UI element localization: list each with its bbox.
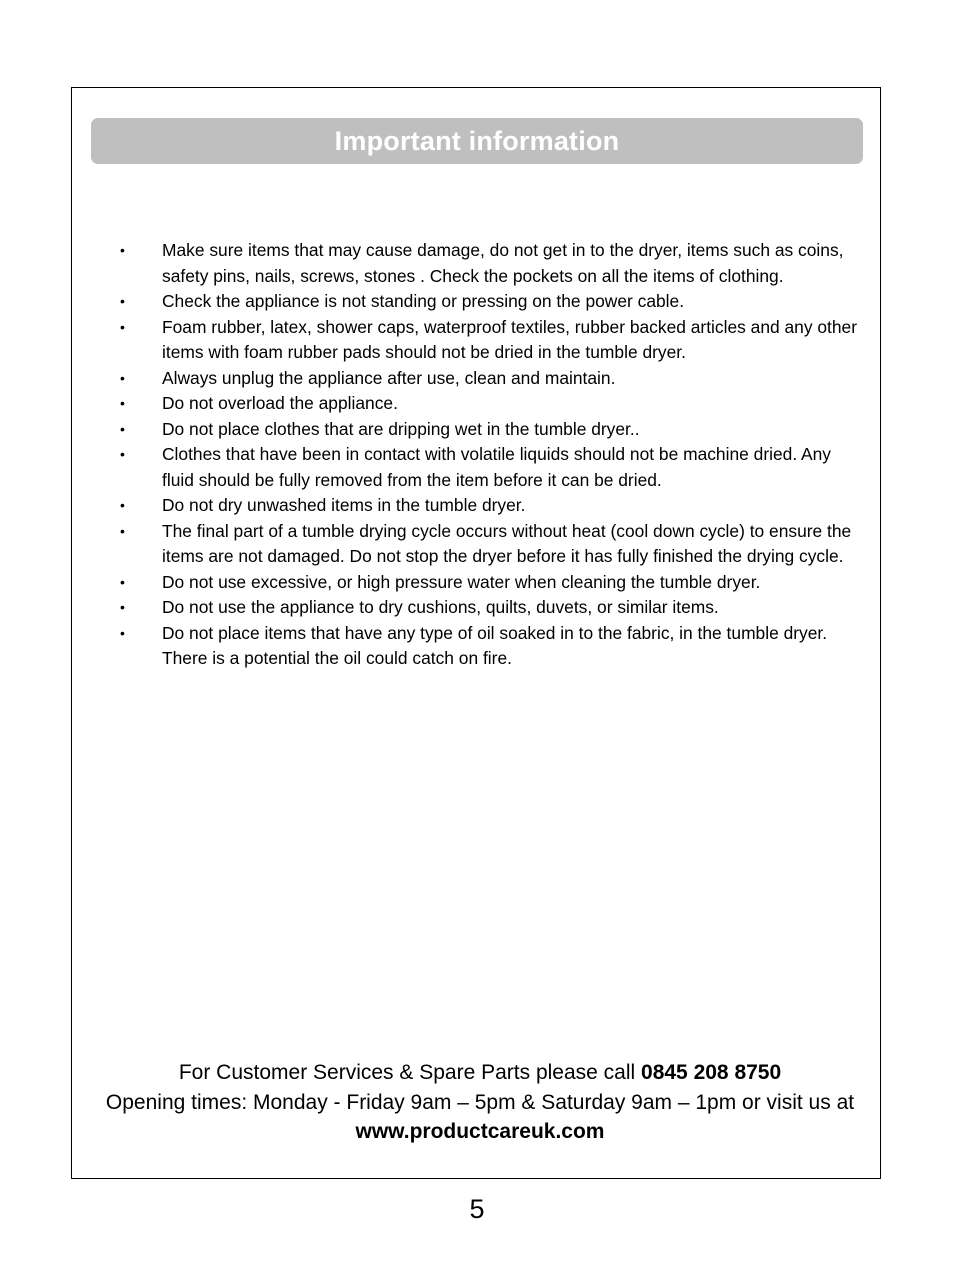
footer-hours-text: Opening times: Monday - Friday 9am – 5pm & Saturday 9am – 1pm or visit us at <box>105 1090 855 1114</box>
list-item-text: Do not overload the appliance. <box>162 393 398 413</box>
website-link[interactable]: www.productcareuk.com <box>355 1120 605 1143</box>
list-item <box>117 391 857 417</box>
bullet-icon: • <box>120 497 125 513</box>
list-item <box>117 595 857 621</box>
bullet-icon: • <box>120 369 125 386</box>
bullet-icon: • <box>120 624 125 641</box>
list-item <box>117 238 857 289</box>
bullet-icon: • <box>120 395 125 411</box>
bullet-icon: • <box>120 522 125 539</box>
bullet-icon: • <box>120 242 125 258</box>
list-item <box>117 315 857 366</box>
list-item <box>117 519 857 570</box>
list-item <box>117 442 857 493</box>
list-item <box>117 493 857 519</box>
list-item <box>117 417 857 443</box>
list-item-text: The final part of a tumble drying cycle occurs without heat (cool down cycle) to ensure the items are not damaged. Do not stop the dryer before it has fully finished the drying cycle. <box>162 520 852 566</box>
bullet-icon: • <box>120 446 125 462</box>
list-item-text: Make sure items that may cause damage, do not get in to the dryer, items such as coins, safety pins, nails, screws, stones . Check the pockets on all the items of clothing. <box>162 240 844 286</box>
list-item-text: Always unplug the appliance after use, clean and maintain. <box>162 367 616 388</box>
list-item <box>117 366 857 392</box>
list-item-text: Do not place items that have any type of oil soaked in to the fabric, in the tumble dryer. There is a potential the oil could catch on fire. <box>162 622 828 668</box>
list-item <box>117 621 857 672</box>
list-item-text: Check the appliance is not standing or pressing on the power cable. <box>162 291 685 311</box>
list-item-text: Do not use excessive, or high pressure water when cleaning the tumble dryer. <box>162 571 761 592</box>
list-item-text: Clothes that have been in contact with volatile liquids should not be machine dried. Any fluid should be fully removed from the item before it can be dried. <box>162 444 831 490</box>
important-info-list <box>117 238 857 672</box>
list-item-text: Do not place clothes that are dripping wet in the tumble dryer.. <box>162 418 640 439</box>
bullet-icon: • <box>120 573 125 590</box>
list-item-text: Do not dry unwashed items in the tumble dryer. <box>162 495 526 515</box>
header-bar <box>91 118 863 164</box>
list-item <box>117 289 857 315</box>
page-number: 5 <box>469 1194 485 1224</box>
footer-line-hours <box>80 1088 880 1147</box>
footer-line-call <box>80 1058 880 1088</box>
page-title: Important information <box>334 125 620 156</box>
footer-call-text: For Customer Services & Spare Parts please call <box>178 1061 642 1084</box>
bullet-icon: • <box>120 318 125 335</box>
bullet-icon: • <box>120 599 125 615</box>
list-item <box>117 570 857 596</box>
customer-service-footer <box>80 1058 880 1147</box>
bullet-icon: • <box>120 293 125 309</box>
bullet-icon: • <box>120 420 125 437</box>
list-item-text: Foam rubber, latex, shower caps, waterproof textiles, rubber backed articles and any other items with foam rubber pads should not be dried in the tumble dryer. <box>162 316 858 362</box>
list-item-text: Do not use the appliance to dry cushions, quilts, duvets, or similar items. <box>162 597 719 617</box>
phone-number: 0845 208 8750 <box>641 1061 782 1084</box>
